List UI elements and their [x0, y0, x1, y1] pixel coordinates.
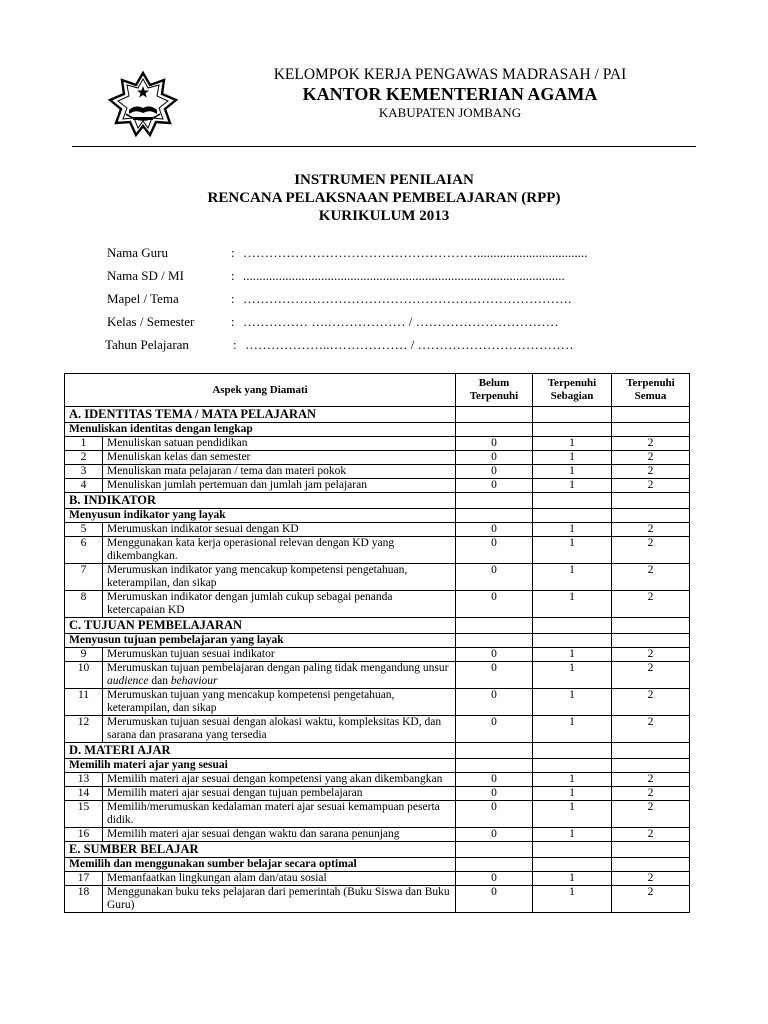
- score-cell[interactable]: 2: [612, 662, 690, 689]
- item-text-main: Memilih materi ajar sesuai dengan waktu dan sarana penunjang: [107, 828, 400, 840]
- empty-cell: [533, 858, 612, 872]
- score-cell[interactable]: 0: [456, 591, 533, 618]
- section-subtitle: Memilih materi ajar yang sesuai: [65, 759, 456, 773]
- empty-cell: [533, 618, 612, 634]
- score-cell[interactable]: 1: [533, 437, 612, 451]
- header-line-2: KANTOR KEMENTERIAN AGAMA: [302, 84, 598, 104]
- score-cell[interactable]: 1: [533, 801, 612, 828]
- item-text-main: Merumuskan indikator dengan jumlah cukup sebagai penanda ketercapaian KD: [107, 591, 393, 616]
- item-text: [103, 773, 456, 787]
- score-cell[interactable]: 0: [456, 564, 533, 591]
- section-subtitle: Menuliskan identitas dengan lengkap: [65, 423, 456, 437]
- item-text-italic: audience: [107, 675, 149, 687]
- empty-cell: [456, 634, 533, 648]
- item-number: 18: [65, 886, 103, 913]
- table-row: [65, 451, 690, 465]
- item-text-main: Merumuskan tujuan pembelajaran dengan paling tidak mengandung unsur: [107, 662, 449, 674]
- score-cell[interactable]: 0: [456, 689, 533, 716]
- field-label: Kelas / Semester: [107, 314, 195, 329]
- section-subtitle: Menyusun tujuan pembelajaran yang layak: [65, 634, 456, 648]
- item-number: 14: [65, 787, 103, 801]
- score-cell[interactable]: 2: [612, 689, 690, 716]
- field-colon: :: [231, 245, 235, 260]
- score-cell[interactable]: 0: [456, 451, 533, 465]
- empty-cell: [533, 493, 612, 509]
- empty-cell: [456, 858, 533, 872]
- section-subtitle: Memilih dan menggunakan sumber belajar secara optimal: [65, 858, 456, 872]
- score-cell[interactable]: 0: [456, 437, 533, 451]
- empty-cell: [612, 842, 690, 858]
- field-colon: :: [231, 291, 235, 306]
- empty-cell: [456, 407, 533, 423]
- field-value[interactable]: ………………..……………… / ………………………………: [245, 337, 574, 352]
- field-colon: :: [233, 337, 237, 352]
- item-number: 9: [65, 648, 103, 662]
- empty-cell: [612, 509, 690, 523]
- score-cell[interactable]: 1: [533, 523, 612, 537]
- doc-title-3: KURIKULUM 2013: [318, 208, 450, 224]
- item-text-mid: dan: [148, 675, 171, 687]
- item-number: 10: [65, 662, 103, 689]
- empty-cell: [533, 634, 612, 648]
- field-label: Nama Guru: [107, 245, 169, 260]
- item-number: 13: [65, 773, 103, 787]
- score-cell[interactable]: 1: [533, 662, 612, 689]
- item-text: [103, 886, 456, 913]
- score-cell[interactable]: 0: [456, 537, 533, 564]
- table-row: [65, 872, 690, 886]
- empty-cell: [533, 759, 612, 773]
- table-row: [65, 564, 690, 591]
- score-cell[interactable]: 1: [533, 886, 612, 913]
- empty-cell: [533, 509, 612, 523]
- score-cell[interactable]: 0: [456, 828, 533, 842]
- item-text: [103, 872, 456, 886]
- section-subtitle: Menyusun indikator yang layak: [65, 509, 456, 523]
- empty-cell: [612, 634, 690, 648]
- score-cell[interactable]: 0: [456, 662, 533, 689]
- doc-title-2: RENCANA PELAKSNAAN PEMBELAJARAN (RPP): [207, 190, 561, 206]
- subsection-row: [65, 759, 690, 773]
- subsection-row: [65, 858, 690, 872]
- item-number: 7: [65, 564, 103, 591]
- empty-cell: [533, 743, 612, 759]
- item-text-main: Menuliskan mata pelajaran / tema dan materi pokok: [107, 465, 347, 477]
- item-text: [103, 537, 456, 564]
- empty-cell: [612, 759, 690, 773]
- field-value[interactable]: ...................................................................................................: [243, 268, 565, 283]
- field-colon: :: [231, 268, 235, 283]
- score-cell[interactable]: 0: [456, 523, 533, 537]
- score-cell[interactable]: 1: [533, 689, 612, 716]
- empty-cell: [533, 423, 612, 437]
- score-cell[interactable]: 2: [612, 886, 690, 913]
- item-text: [103, 451, 456, 465]
- empty-cell: [456, 743, 533, 759]
- score-cell[interactable]: 2: [612, 773, 690, 787]
- empty-cell: [612, 493, 690, 509]
- empty-cell: [612, 858, 690, 872]
- empty-cell: [456, 493, 533, 509]
- score-cell[interactable]: 2: [612, 479, 690, 493]
- item-text: [103, 828, 456, 842]
- item-text: [103, 479, 456, 493]
- item-text: [103, 662, 456, 689]
- item-number: 2: [65, 451, 103, 465]
- item-number: 12: [65, 716, 103, 743]
- table-row: [65, 479, 690, 493]
- section-row: [65, 493, 690, 509]
- score-cell[interactable]: 1: [533, 648, 612, 662]
- score-cell[interactable]: 1: [533, 716, 612, 743]
- score-cell[interactable]: 1: [533, 451, 612, 465]
- item-text-italic: behaviour: [170, 675, 218, 687]
- item-text: [103, 689, 456, 716]
- item-number: 16: [65, 828, 103, 842]
- score-cell[interactable]: 1: [533, 465, 612, 479]
- table-row: [65, 437, 690, 451]
- item-text-main: Memilih/merumuskan kedalaman materi ajar sesuai kemampuan peserta didik.: [107, 801, 440, 826]
- table-row: [65, 773, 690, 787]
- score-cell[interactable]: 0: [456, 773, 533, 787]
- item-text-main: Merumuskan tujuan sesuai indikator: [107, 648, 275, 660]
- table-row: [65, 886, 690, 913]
- item-number: 1: [65, 437, 103, 451]
- table-row: [65, 801, 690, 828]
- item-number: 6: [65, 537, 103, 564]
- header-line-1: KELOMPOK KERJA PENGAWAS MADRASAH / PAI: [273, 66, 627, 83]
- score-cell[interactable]: 2: [612, 872, 690, 886]
- item-text: [103, 787, 456, 801]
- field-value[interactable]: ………………………………………………………………….: [243, 291, 572, 306]
- empty-cell: [612, 743, 690, 759]
- field-value[interactable]: …………… ….……………… / ……………………………: [243, 314, 559, 329]
- score-cell[interactable]: 1: [533, 773, 612, 787]
- score-cell[interactable]: 1: [533, 591, 612, 618]
- item-text: [103, 564, 456, 591]
- table-row: [65, 591, 690, 618]
- score-cell[interactable]: 1: [533, 872, 612, 886]
- item-text-main: Merumuskan tujuan yang mencakup kompetensi pengetahuan, keterampilan, dan sikap: [107, 689, 395, 714]
- item-number: 11: [65, 689, 103, 716]
- table-row: [65, 465, 690, 479]
- section-row: [65, 743, 690, 759]
- item-text: [103, 465, 456, 479]
- assessment-table-body: [65, 407, 690, 913]
- item-text: [103, 648, 456, 662]
- item-text-main: Menuliskan satuan pendidikan: [107, 437, 248, 449]
- item-text-main: Merumuskan indikator yang mencakup kompetensi pengetahuan, keterampilan, dan sikap: [107, 564, 408, 589]
- item-text: [103, 437, 456, 451]
- empty-cell: [456, 618, 533, 634]
- section-title: D. MATERI AJAR: [65, 743, 456, 759]
- doc-title-1: INSTRUMEN PENILAIAN: [294, 172, 474, 188]
- score-cell[interactable]: 2: [612, 437, 690, 451]
- score-cell[interactable]: 1: [533, 787, 612, 801]
- score-cell[interactable]: 2: [612, 523, 690, 537]
- table-row: [65, 828, 690, 842]
- kemenag-emblem-icon: [106, 70, 180, 140]
- empty-cell: [612, 618, 690, 634]
- table-row: [65, 537, 690, 564]
- score-cell[interactable]: 1: [533, 564, 612, 591]
- score-cell[interactable]: 1: [533, 828, 612, 842]
- header-line-3: KABUPATEN JOMBANG: [378, 105, 522, 120]
- item-text-main: Memilih materi ajar sesuai dengan tujuan pembelajaran: [107, 787, 363, 799]
- section-title: A. IDENTITAS TEMA / MATA PELAJARAN: [65, 407, 456, 423]
- assessment-table: [64, 373, 690, 913]
- item-number: 4: [65, 479, 103, 493]
- subsection-row: [65, 423, 690, 437]
- score-cell[interactable]: 2: [612, 801, 690, 828]
- empty-cell: [456, 423, 533, 437]
- header-sebagian: Terpenuhi Sebagian: [533, 374, 612, 407]
- header-belum: Belum Terpenuhi: [456, 374, 533, 407]
- empty-cell: [456, 842, 533, 858]
- score-cell[interactable]: 0: [456, 479, 533, 493]
- item-text-main: Merumuskan tujuan sesuai dengan alokasi waktu, kompleksitas KD, dan sarana dan prasarana yang tersedia: [107, 716, 442, 741]
- item-number: 15: [65, 801, 103, 828]
- score-cell[interactable]: 0: [456, 787, 533, 801]
- empty-cell: [612, 407, 690, 423]
- header-aspect: Aspek yang Diamati: [65, 374, 456, 407]
- item-text-main: Merumuskan indikator sesuai dengan KD: [107, 523, 299, 535]
- score-cell[interactable]: 0: [456, 801, 533, 828]
- empty-cell: [533, 407, 612, 423]
- score-cell[interactable]: 0: [456, 872, 533, 886]
- item-text-main: Menggunakan kata kerja operasional relevan dengan KD yang dikembangkan.: [107, 537, 395, 562]
- section-row: [65, 842, 690, 858]
- section-row: [65, 407, 690, 423]
- field-label: Nama SD / MI: [107, 268, 184, 283]
- field-value[interactable]: ………………………………………………..................................: [243, 245, 588, 260]
- section-row: [65, 618, 690, 634]
- empty-cell: [612, 423, 690, 437]
- section-title: C. TUJUAN PEMBELAJARAN: [65, 618, 456, 634]
- item-text-main: Memanfaatkan lingkungan alam dan/atau sosial: [107, 872, 327, 884]
- subsection-row: [65, 509, 690, 523]
- table-row: [65, 648, 690, 662]
- score-cell[interactable]: 2: [612, 716, 690, 743]
- score-cell[interactable]: 2: [612, 787, 690, 801]
- header-semua: Terpenuhi Semua: [612, 374, 690, 407]
- item-text: [103, 801, 456, 828]
- field-label: Tahun Pelajaran: [105, 337, 189, 352]
- table-row: [65, 787, 690, 801]
- score-cell[interactable]: 2: [612, 564, 690, 591]
- table-row: [65, 523, 690, 537]
- score-cell[interactable]: 2: [612, 828, 690, 842]
- score-cell[interactable]: 1: [533, 537, 612, 564]
- score-cell[interactable]: 2: [612, 648, 690, 662]
- score-cell[interactable]: 2: [612, 451, 690, 465]
- section-title: E. SUMBER BELAJAR: [65, 842, 456, 858]
- item-text-main: Memilih materi ajar sesuai dengan kompetensi yang akan dikembangkan: [107, 773, 443, 785]
- empty-cell: [533, 842, 612, 858]
- subsection-row: [65, 634, 690, 648]
- score-cell[interactable]: 2: [612, 591, 690, 618]
- score-cell[interactable]: 2: [612, 537, 690, 564]
- item-number: 8: [65, 591, 103, 618]
- score-cell[interactable]: 0: [456, 465, 533, 479]
- header-divider: [72, 146, 696, 147]
- score-cell[interactable]: 2: [612, 465, 690, 479]
- item-text: [103, 716, 456, 743]
- item-number: 5: [65, 523, 103, 537]
- item-text: [103, 523, 456, 537]
- field-label: Mapel / Tema: [107, 291, 179, 306]
- item-text-main: Menggunakan buku teks pelajaran dari pemerintah (Buku Siswa dan Buku Guru): [107, 886, 450, 911]
- item-number: 3: [65, 465, 103, 479]
- empty-cell: [456, 759, 533, 773]
- score-cell[interactable]: 1: [533, 479, 612, 493]
- empty-cell: [456, 509, 533, 523]
- item-text-main: Menuliskan jumlah pertemuan dan jumlah jam pelajaran: [107, 479, 367, 491]
- table-row: [65, 716, 690, 743]
- score-cell[interactable]: 0: [456, 886, 533, 913]
- section-title: B. INDIKATOR: [65, 493, 456, 509]
- item-text: [103, 591, 456, 618]
- score-cell[interactable]: 0: [456, 716, 533, 743]
- table-row: [65, 689, 690, 716]
- table-row: [65, 662, 690, 689]
- item-number: 17: [65, 872, 103, 886]
- score-cell[interactable]: 0: [456, 648, 533, 662]
- field-colon: :: [231, 314, 235, 329]
- item-text-main: Menuliskan kelas dan semester: [107, 451, 251, 463]
